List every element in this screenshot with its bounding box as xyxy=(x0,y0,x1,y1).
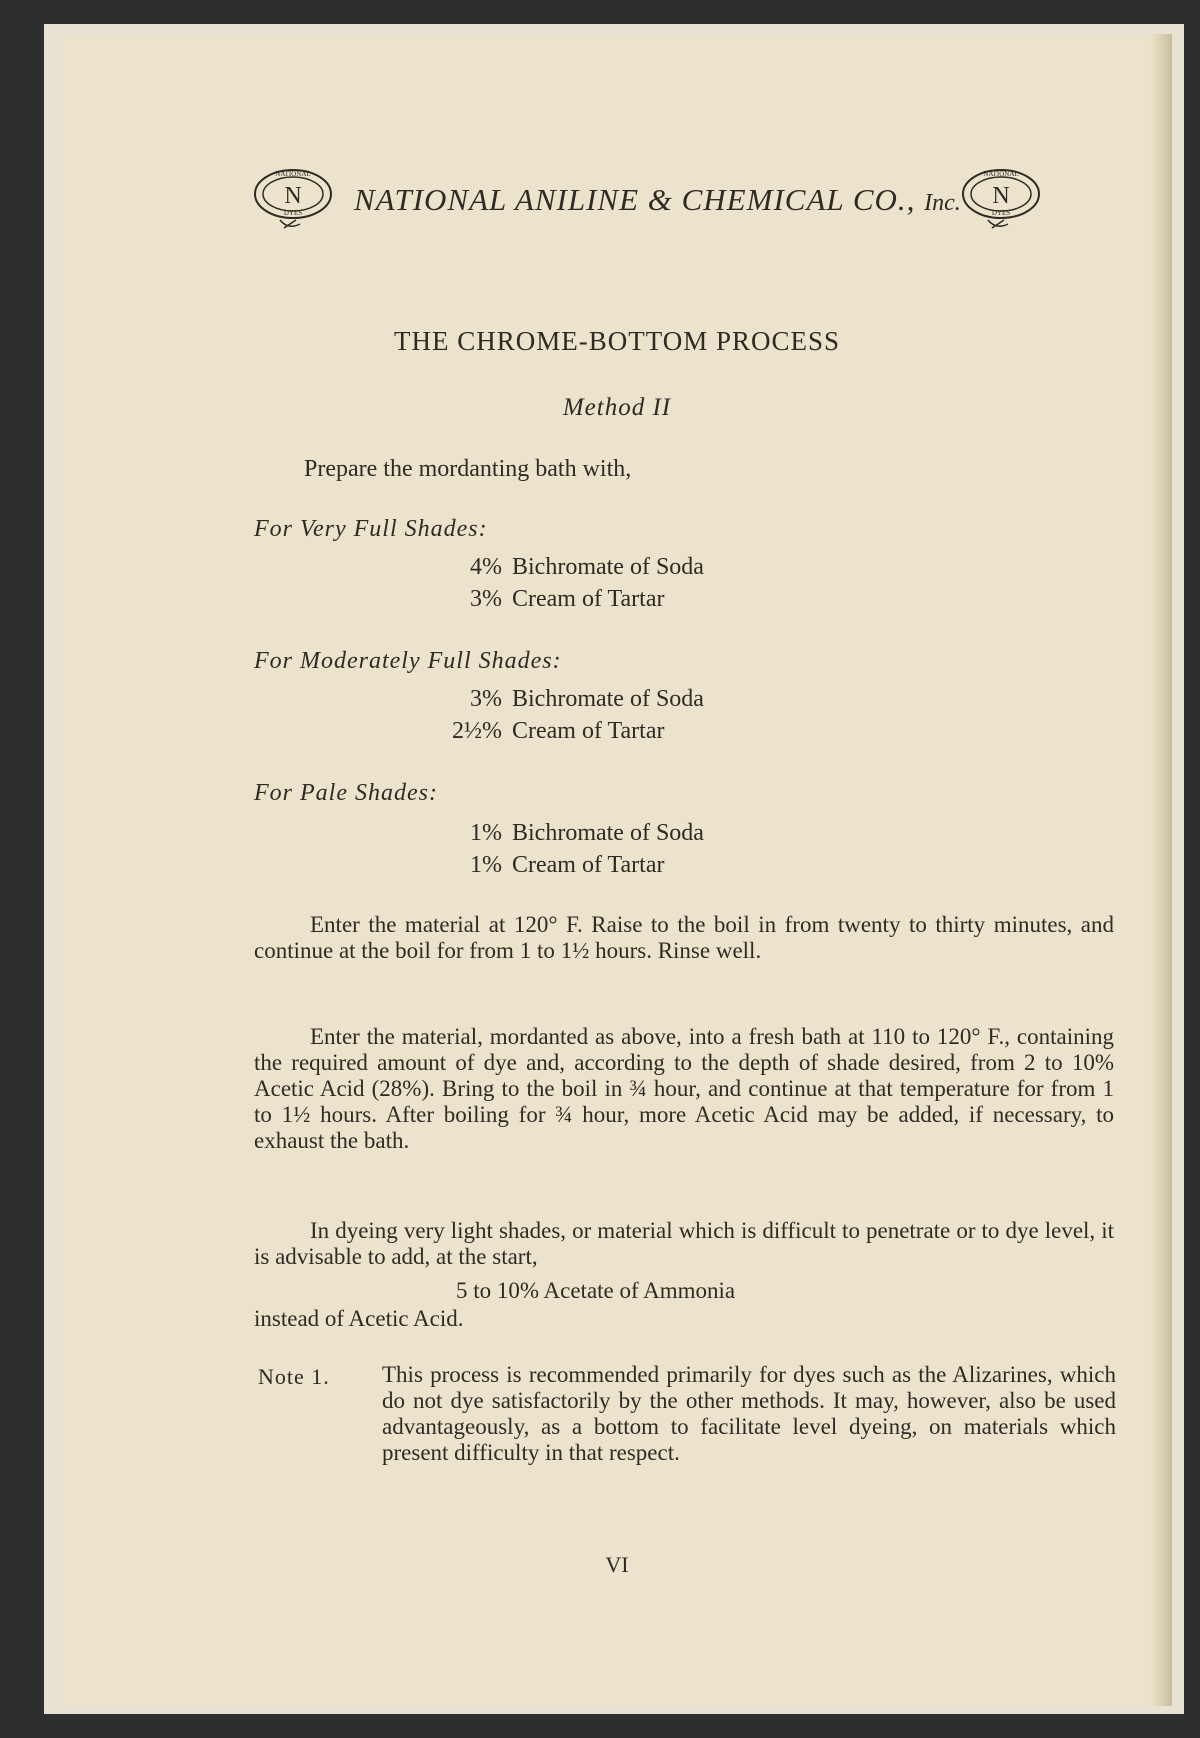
logo-letter: N xyxy=(992,183,1010,209)
logo-top-text: NATIONAL xyxy=(983,170,1019,178)
logo-bottom-text: DYES xyxy=(283,209,303,217)
recipe-percent: 2½% xyxy=(452,718,502,744)
page-gutter xyxy=(1150,34,1172,1706)
logo-letter: N xyxy=(284,183,302,209)
section-heading-very-full: For Very Full Shades: xyxy=(254,516,488,542)
recipe-percent: 3% xyxy=(470,686,502,712)
paragraph-enter-material xyxy=(254,912,1114,964)
recipe-percent: 1% xyxy=(470,852,502,878)
national-dyes-logo-left xyxy=(250,162,336,234)
recipe-ingredient: Bichromate of Soda xyxy=(512,554,704,580)
recipe-line xyxy=(414,852,664,879)
recipe-line xyxy=(414,554,704,581)
logo-top-text: NATIONAL xyxy=(275,170,311,178)
recipe-ingredient: Cream of Tartar xyxy=(512,852,665,878)
paragraph-dye-bath xyxy=(254,1024,1114,1154)
company-suffix: Inc. xyxy=(924,190,961,216)
recipe-percent: 4% xyxy=(470,554,502,580)
recipe-line xyxy=(414,586,664,613)
section-heading-pale: For Pale Shades: xyxy=(254,780,438,806)
ammonia-after-line: instead of Acetic Acid. xyxy=(254,1306,464,1331)
recipe-ingredient: Cream of Tartar xyxy=(512,586,665,612)
recipe-ingredient: Bichromate of Soda xyxy=(512,686,704,712)
page-title: THE CHROME-BOTTOM PROCESS xyxy=(393,326,841,356)
book-page xyxy=(62,34,1172,1706)
national-dyes-logo-right xyxy=(958,162,1044,234)
page-header xyxy=(62,152,1172,242)
company-main: NATIONAL ANILINE & CHEMICAL CO., xyxy=(354,182,916,217)
intro-line: Prepare the mordanting bath with, xyxy=(304,456,632,482)
note-label: Note 1. xyxy=(258,1364,330,1389)
recipe-percent: 3% xyxy=(470,586,502,612)
ammonia-line: 5 to 10% Acetate of Ammonia xyxy=(456,1278,736,1303)
paragraph-text: In dyeing very light shades, or material which is difficult to penetrate or to dye level, it is advisable to add, at the start, xyxy=(254,1218,1114,1269)
recipe-line xyxy=(414,686,704,713)
recipe-ingredient: Cream of Tartar xyxy=(512,718,665,744)
paragraph-light-shades xyxy=(254,1218,1114,1270)
recipe-line xyxy=(414,820,704,847)
note-text: This process is recommended primarily for dyes such as the Alizarines, which do not dye satisfactorily by the other methods. It may, however, also be used advantageously, as a bottom to facilitate level dyeing, on materials which present difficulty in that respect. xyxy=(382,1362,1116,1465)
method-subtitle: Method II xyxy=(562,394,672,421)
recipe-ingredient: Bichromate of Soda xyxy=(512,820,704,846)
logo-bottom-text: DYES xyxy=(991,209,1011,217)
paragraph-text: Enter the material at 120° F. Raise to the boil in from twenty to thirty minutes, and continue at the boil for from 1 to 1½ hours. Rinse well. xyxy=(254,912,1114,963)
section-heading-moderately-full: For Moderately Full Shades: xyxy=(254,648,562,674)
page-number: VI xyxy=(605,1552,629,1577)
paragraph-text: Enter the material, mordanted as above, into a fresh bath at 110 to 120° F., containing the required amount of dye and, according to the depth of shade desired, from 2 to 10% Acetic Acid (28%). Bring to the boil in ¾ hour, and continue at that temperature for from 1 to 1½ hours. After boiling for ¾ hour, more Acetic Acid may be added, if necessary, to exhaust the bath. xyxy=(254,1024,1114,1153)
recipe-percent: 1% xyxy=(470,820,502,846)
company-name xyxy=(354,182,961,218)
recipe-line xyxy=(414,718,664,745)
